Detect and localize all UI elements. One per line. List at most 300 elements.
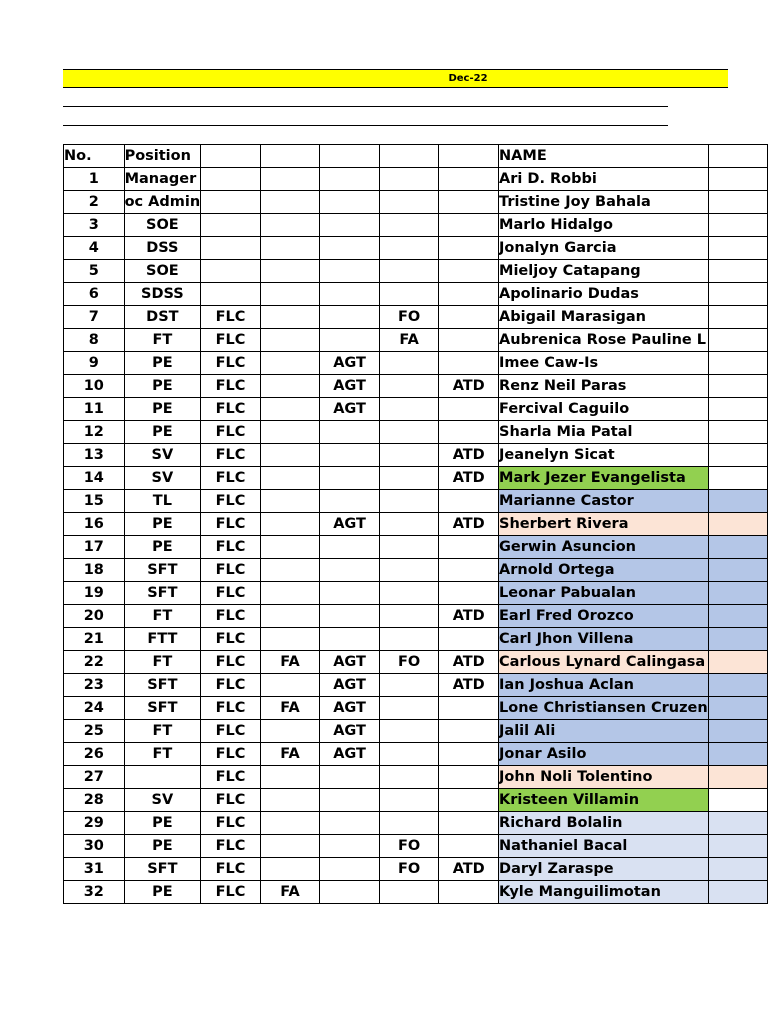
- header-ext-cell: [708, 145, 767, 168]
- cell-code-e[interactable]: [439, 720, 499, 743]
- cell-code-e[interactable]: [439, 168, 499, 191]
- cell-code-a[interactable]: FLC: [201, 835, 261, 858]
- table-row: [64, 536, 768, 559]
- cell-position[interactable]: [124, 766, 201, 789]
- cell-code-b[interactable]: [260, 398, 319, 421]
- cell-name[interactable]: John Noli Tolentino: [499, 766, 709, 789]
- highlight-extension: [708, 421, 767, 444]
- cell-no[interactable]: 14: [64, 467, 125, 490]
- cell-name[interactable]: Leonar Pabualan: [499, 582, 709, 605]
- cell-code-b[interactable]: [260, 467, 319, 490]
- cell-code-a[interactable]: FLC: [201, 421, 261, 444]
- cell-name[interactable]: Abigail Marasigan: [499, 306, 709, 329]
- cell-code-e[interactable]: ATD: [439, 444, 499, 467]
- cell-no[interactable]: 19: [64, 582, 125, 605]
- cell-name[interactable]: Renz Neil Paras: [499, 375, 709, 398]
- cell-position[interactable]: SOE: [124, 260, 201, 283]
- cell-code-a[interactable]: [201, 260, 261, 283]
- cell-code-b[interactable]: [260, 237, 319, 260]
- cell-code-e[interactable]: [439, 237, 499, 260]
- highlight-extension: [708, 513, 767, 536]
- cell-position[interactable]: FT: [124, 329, 201, 352]
- cell-code-b[interactable]: [260, 628, 319, 651]
- cell-name[interactable]: Carl Jhon Villena: [499, 628, 709, 651]
- cell-code-b[interactable]: [260, 835, 319, 858]
- cell-no[interactable]: 29: [64, 812, 125, 835]
- cell-code-c[interactable]: [320, 812, 380, 835]
- cell-code-e[interactable]: [439, 559, 499, 582]
- table-row: [64, 467, 768, 490]
- cell-code-b[interactable]: [260, 214, 319, 237]
- cell-code-e[interactable]: [439, 352, 499, 375]
- cell-position[interactable]: SOE: [124, 214, 201, 237]
- cell-name[interactable]: Imee Caw-Is: [499, 352, 709, 375]
- cell-code-b[interactable]: [260, 720, 319, 743]
- cell-code-a[interactable]: FLC: [201, 513, 261, 536]
- cell-no[interactable]: 5: [64, 260, 125, 283]
- cell-code-a[interactable]: FLC: [201, 743, 261, 766]
- highlight-extension: [708, 490, 767, 513]
- cell-code-d[interactable]: [379, 697, 439, 720]
- cell-code-e[interactable]: ATD: [439, 467, 499, 490]
- cell-position[interactable]: TL: [124, 490, 201, 513]
- highlight-extension: [708, 697, 767, 720]
- cell-code-b[interactable]: [260, 329, 319, 352]
- cell-code-d[interactable]: [379, 559, 439, 582]
- cell-no[interactable]: 12: [64, 421, 125, 444]
- cell-code-c[interactable]: [320, 467, 380, 490]
- cell-no[interactable]: 13: [64, 444, 125, 467]
- cell-code-b[interactable]: [260, 513, 319, 536]
- cell-position[interactable]: oc Admin: [124, 191, 201, 214]
- cell-code-b[interactable]: FA: [260, 697, 319, 720]
- cell-code-c[interactable]: [320, 421, 380, 444]
- cell-code-e[interactable]: [439, 260, 499, 283]
- cell-name[interactable]: Gerwin Asuncion: [499, 536, 709, 559]
- cell-code-c[interactable]: [320, 559, 380, 582]
- cell-code-c[interactable]: AGT: [320, 375, 380, 398]
- cell-position[interactable]: PE: [124, 352, 201, 375]
- cell-code-a[interactable]: FLC: [201, 766, 261, 789]
- highlight-extension: [708, 766, 767, 789]
- cell-code-a[interactable]: FLC: [201, 559, 261, 582]
- cell-code-e[interactable]: [439, 697, 499, 720]
- cell-code-e[interactable]: ATD: [439, 651, 499, 674]
- highlight-extension: [708, 674, 767, 697]
- cell-code-d[interactable]: [379, 513, 439, 536]
- table-row: [64, 513, 768, 536]
- cell-position[interactable]: SFT: [124, 674, 201, 697]
- cell-no[interactable]: 6: [64, 283, 125, 306]
- cell-code-b[interactable]: [260, 490, 319, 513]
- cell-code-d[interactable]: [379, 766, 439, 789]
- cell-no[interactable]: 16: [64, 513, 125, 536]
- cell-name[interactable]: Marlo Hidalgo: [499, 214, 709, 237]
- cell-code-a[interactable]: FLC: [201, 605, 261, 628]
- cell-code-c[interactable]: AGT: [320, 513, 380, 536]
- cell-code-a[interactable]: FLC: [201, 812, 261, 835]
- cell-code-a[interactable]: FLC: [201, 352, 261, 375]
- cell-code-b[interactable]: FA: [260, 881, 319, 904]
- cell-code-a[interactable]: [201, 283, 261, 306]
- header-empty-cell[interactable]: [379, 145, 439, 168]
- cell-code-d[interactable]: [379, 237, 439, 260]
- highlight-extension: [708, 835, 767, 858]
- cell-code-e[interactable]: [439, 490, 499, 513]
- header-name[interactable]: NAME: [499, 145, 709, 168]
- cell-position[interactable]: PE: [124, 421, 201, 444]
- cell-code-b[interactable]: [260, 444, 319, 467]
- cell-code-a[interactable]: FLC: [201, 490, 261, 513]
- cell-code-d[interactable]: [379, 582, 439, 605]
- table-row: [64, 191, 768, 214]
- cell-code-a[interactable]: FLC: [201, 375, 261, 398]
- cell-position[interactable]: SFT: [124, 582, 201, 605]
- cell-code-c[interactable]: AGT: [320, 651, 380, 674]
- cell-code-b[interactable]: [260, 674, 319, 697]
- cell-code-e[interactable]: [439, 766, 499, 789]
- cell-code-e[interactable]: [439, 812, 499, 835]
- cell-no[interactable]: 21: [64, 628, 125, 651]
- cell-code-d[interactable]: FO: [379, 835, 439, 858]
- cell-position[interactable]: SFT: [124, 858, 201, 881]
- cell-code-c[interactable]: [320, 628, 380, 651]
- cell-code-d[interactable]: [379, 881, 439, 904]
- header-position[interactable]: Position: [124, 145, 201, 168]
- cell-position[interactable]: SV: [124, 789, 201, 812]
- cell-name[interactable]: Kristeen Villamin: [499, 789, 709, 812]
- cell-name[interactable]: Jonar Asilo: [499, 743, 709, 766]
- cell-code-e[interactable]: ATD: [439, 858, 499, 881]
- highlight-extension: [708, 881, 767, 904]
- cell-code-e[interactable]: [439, 191, 499, 214]
- cell-code-c[interactable]: AGT: [320, 352, 380, 375]
- cell-position[interactable]: SV: [124, 444, 201, 467]
- cell-position[interactable]: SDSS: [124, 283, 201, 306]
- highlight-extension: [708, 398, 767, 421]
- cell-code-c[interactable]: [320, 191, 380, 214]
- cell-position[interactable]: SFT: [124, 697, 201, 720]
- cell-code-b[interactable]: [260, 191, 319, 214]
- cell-code-c[interactable]: [320, 881, 380, 904]
- table-row: [64, 375, 768, 398]
- cell-name[interactable]: Jeanelyn Sicat: [499, 444, 709, 467]
- highlight-extension: [708, 743, 767, 766]
- cell-code-e[interactable]: [439, 283, 499, 306]
- header-empty-cell[interactable]: [201, 145, 261, 168]
- cell-no[interactable]: 23: [64, 674, 125, 697]
- highlight-extension: [708, 329, 767, 352]
- cell-code-a[interactable]: FLC: [201, 306, 261, 329]
- cell-name[interactable]: Mieljoy Catapang: [499, 260, 709, 283]
- cell-code-d[interactable]: FA: [379, 329, 439, 352]
- header-empty-cell[interactable]: [260, 145, 319, 168]
- cell-no[interactable]: 32: [64, 881, 125, 904]
- cell-name[interactable]: Earl Fred Orozco: [499, 605, 709, 628]
- cell-code-a[interactable]: FLC: [201, 467, 261, 490]
- cell-name[interactable]: Kyle Manguilimotan: [499, 881, 709, 904]
- cell-code-c[interactable]: [320, 329, 380, 352]
- cell-code-b[interactable]: [260, 559, 319, 582]
- cell-code-a[interactable]: FLC: [201, 398, 261, 421]
- header-no[interactable]: No.: [64, 145, 125, 168]
- cell-name[interactable]: Daryl Zaraspe: [499, 858, 709, 881]
- cell-code-d[interactable]: [379, 191, 439, 214]
- cell-code-a[interactable]: FLC: [201, 329, 261, 352]
- cell-code-e[interactable]: [439, 214, 499, 237]
- cell-name[interactable]: Sharla Mia Patal: [499, 421, 709, 444]
- cell-no[interactable]: 28: [64, 789, 125, 812]
- cell-code-a[interactable]: FLC: [201, 444, 261, 467]
- cell-position[interactable]: Manager: [124, 168, 201, 191]
- cell-code-c[interactable]: [320, 835, 380, 858]
- highlight-extension: [708, 651, 767, 674]
- cell-name[interactable]: Lone Christiansen Cruzen: [499, 697, 709, 720]
- cell-code-a[interactable]: FLC: [201, 651, 261, 674]
- cell-code-e[interactable]: ATD: [439, 375, 499, 398]
- cell-name[interactable]: Jonalyn Garcia: [499, 237, 709, 260]
- cell-position[interactable]: PE: [124, 398, 201, 421]
- cell-code-c[interactable]: [320, 766, 380, 789]
- cell-code-c[interactable]: AGT: [320, 674, 380, 697]
- cell-no[interactable]: 10: [64, 375, 125, 398]
- cell-code-d[interactable]: [379, 789, 439, 812]
- cell-code-d[interactable]: FO: [379, 651, 439, 674]
- cell-position[interactable]: PE: [124, 881, 201, 904]
- cell-code-a[interactable]: FLC: [201, 582, 261, 605]
- cell-code-d[interactable]: [379, 283, 439, 306]
- table-row: [64, 789, 768, 812]
- cell-code-e[interactable]: [439, 743, 499, 766]
- table-row: [64, 398, 768, 421]
- cell-code-b[interactable]: [260, 858, 319, 881]
- cell-code-e[interactable]: [439, 398, 499, 421]
- highlight-extension: [708, 283, 767, 306]
- cell-code-e[interactable]: ATD: [439, 674, 499, 697]
- cell-code-d[interactable]: [379, 743, 439, 766]
- cell-code-a[interactable]: [201, 214, 261, 237]
- cell-code-e[interactable]: [439, 582, 499, 605]
- cell-code-d[interactable]: [379, 605, 439, 628]
- cell-no[interactable]: 2: [64, 191, 125, 214]
- cell-no[interactable]: 22: [64, 651, 125, 674]
- cell-position[interactable]: PE: [124, 513, 201, 536]
- cell-code-b[interactable]: [260, 421, 319, 444]
- cell-code-d[interactable]: [379, 421, 439, 444]
- cell-position[interactable]: PE: [124, 812, 201, 835]
- cell-code-d[interactable]: [379, 260, 439, 283]
- cell-code-e[interactable]: [439, 421, 499, 444]
- table-row: [64, 421, 768, 444]
- cell-code-a[interactable]: FLC: [201, 536, 261, 559]
- cell-code-e[interactable]: ATD: [439, 605, 499, 628]
- cell-no[interactable]: 27: [64, 766, 125, 789]
- cell-position[interactable]: FTT: [124, 628, 201, 651]
- cell-no[interactable]: 3: [64, 214, 125, 237]
- cell-no[interactable]: 4: [64, 237, 125, 260]
- cell-code-d[interactable]: [379, 812, 439, 835]
- cell-code-d[interactable]: [379, 674, 439, 697]
- cell-code-c[interactable]: [320, 237, 380, 260]
- table-row: [64, 651, 768, 674]
- table-row: [64, 858, 768, 881]
- cell-code-d[interactable]: [379, 398, 439, 421]
- header-empty-cell[interactable]: [439, 145, 499, 168]
- table-row: [64, 582, 768, 605]
- table-row: [64, 720, 768, 743]
- cell-code-d[interactable]: [379, 467, 439, 490]
- cell-code-a[interactable]: FLC: [201, 674, 261, 697]
- cell-code-d[interactable]: [379, 628, 439, 651]
- cell-no[interactable]: 26: [64, 743, 125, 766]
- cell-no[interactable]: 1: [64, 168, 125, 191]
- cell-position[interactable]: FT: [124, 743, 201, 766]
- table-row: [64, 674, 768, 697]
- cell-code-a[interactable]: FLC: [201, 789, 261, 812]
- cell-name[interactable]: Sherbert Rivera: [499, 513, 709, 536]
- cell-no[interactable]: 18: [64, 559, 125, 582]
- cell-code-b[interactable]: [260, 168, 319, 191]
- cell-code-d[interactable]: FO: [379, 306, 439, 329]
- cell-code-c[interactable]: [320, 260, 380, 283]
- cell-code-b[interactable]: [260, 375, 319, 398]
- cell-code-d[interactable]: [379, 214, 439, 237]
- cell-code-b[interactable]: [260, 812, 319, 835]
- cell-name[interactable]: Mark Jezer Evangelista: [499, 467, 709, 490]
- cell-code-c[interactable]: AGT: [320, 720, 380, 743]
- cell-code-e[interactable]: [439, 306, 499, 329]
- cell-name[interactable]: Marianne Castor: [499, 490, 709, 513]
- cell-position[interactable]: PE: [124, 835, 201, 858]
- cell-code-c[interactable]: [320, 306, 380, 329]
- cell-code-e[interactable]: ATD: [439, 513, 499, 536]
- cell-no[interactable]: 17: [64, 536, 125, 559]
- cell-code-b[interactable]: [260, 306, 319, 329]
- cell-code-d[interactable]: [379, 352, 439, 375]
- table-row: [64, 766, 768, 789]
- cell-name[interactable]: Ian Joshua Aclan: [499, 674, 709, 697]
- cell-name[interactable]: Richard Bolalin: [499, 812, 709, 835]
- cell-name[interactable]: Jalil Ali: [499, 720, 709, 743]
- cell-name[interactable]: Ari D. Robbi: [499, 168, 709, 191]
- cell-code-e[interactable]: [439, 881, 499, 904]
- cell-code-b[interactable]: [260, 605, 319, 628]
- cell-code-a[interactable]: FLC: [201, 881, 261, 904]
- cell-code-e[interactable]: [439, 329, 499, 352]
- cell-code-a[interactable]: FLC: [201, 628, 261, 651]
- cell-position[interactable]: FT: [124, 605, 201, 628]
- cell-name[interactable]: Carlous Lynard Calingasa: [499, 651, 709, 674]
- cell-position[interactable]: FT: [124, 720, 201, 743]
- cell-code-d[interactable]: [379, 536, 439, 559]
- cell-position[interactable]: PE: [124, 536, 201, 559]
- cell-code-b[interactable]: [260, 260, 319, 283]
- cell-code-c[interactable]: [320, 283, 380, 306]
- cell-code-d[interactable]: FO: [379, 858, 439, 881]
- cell-code-b[interactable]: [260, 352, 319, 375]
- cell-code-c[interactable]: AGT: [320, 743, 380, 766]
- cell-code-b[interactable]: FA: [260, 743, 319, 766]
- cell-code-c[interactable]: [320, 536, 380, 559]
- cell-no[interactable]: 7: [64, 306, 125, 329]
- cell-code-e[interactable]: [439, 835, 499, 858]
- highlight-extension: [708, 467, 767, 490]
- cell-no[interactable]: 15: [64, 490, 125, 513]
- cell-code-b[interactable]: [260, 766, 319, 789]
- cell-code-d[interactable]: [379, 444, 439, 467]
- cell-code-c[interactable]: [320, 444, 380, 467]
- cell-code-a[interactable]: FLC: [201, 697, 261, 720]
- highlight-extension: [708, 168, 767, 191]
- cell-no[interactable]: 20: [64, 605, 125, 628]
- cell-position[interactable]: FT: [124, 651, 201, 674]
- cell-code-d[interactable]: [379, 168, 439, 191]
- cell-no[interactable]: 24: [64, 697, 125, 720]
- cell-code-c[interactable]: [320, 490, 380, 513]
- highlight-extension: [708, 582, 767, 605]
- cell-code-a[interactable]: FLC: [201, 858, 261, 881]
- cell-name[interactable]: Nathaniel Bacal: [499, 835, 709, 858]
- cell-name[interactable]: Arnold Ortega: [499, 559, 709, 582]
- cell-code-c[interactable]: AGT: [320, 398, 380, 421]
- cell-name[interactable]: Fercival Caguilo: [499, 398, 709, 421]
- cell-no[interactable]: 9: [64, 352, 125, 375]
- cell-code-d[interactable]: [379, 720, 439, 743]
- table-row: [64, 260, 768, 283]
- cell-code-d[interactable]: [379, 375, 439, 398]
- cell-code-d[interactable]: [379, 490, 439, 513]
- cell-no[interactable]: 30: [64, 835, 125, 858]
- cell-name[interactable]: Tristine Joy Bahala: [499, 191, 709, 214]
- cell-no[interactable]: 11: [64, 398, 125, 421]
- cell-code-a[interactable]: FLC: [201, 720, 261, 743]
- cell-no[interactable]: 31: [64, 858, 125, 881]
- cell-code-b[interactable]: [260, 789, 319, 812]
- cell-code-e[interactable]: [439, 789, 499, 812]
- cell-code-c[interactable]: [320, 582, 380, 605]
- cell-position[interactable]: SFT: [124, 559, 201, 582]
- highlight-extension: [708, 375, 767, 398]
- cell-no[interactable]: 25: [64, 720, 125, 743]
- cell-code-c[interactable]: [320, 789, 380, 812]
- cell-position[interactable]: DST: [124, 306, 201, 329]
- cell-code-b[interactable]: FA: [260, 651, 319, 674]
- cell-code-a[interactable]: [201, 237, 261, 260]
- highlight-extension: [708, 214, 767, 237]
- cell-code-e[interactable]: [439, 628, 499, 651]
- cell-position[interactable]: SV: [124, 467, 201, 490]
- cell-code-c[interactable]: [320, 858, 380, 881]
- cell-code-c[interactable]: [320, 168, 380, 191]
- cell-code-a[interactable]: [201, 168, 261, 191]
- cell-position[interactable]: PE: [124, 375, 201, 398]
- header-empty-cell[interactable]: [320, 145, 380, 168]
- cell-name[interactable]: Aubrenica Rose Pauline L: [499, 329, 709, 352]
- cell-position[interactable]: DSS: [124, 237, 201, 260]
- cell-code-b[interactable]: [260, 283, 319, 306]
- cell-name[interactable]: Apolinario Dudas: [499, 283, 709, 306]
- cell-code-c[interactable]: AGT: [320, 697, 380, 720]
- highlight-extension: [708, 812, 767, 835]
- cell-no[interactable]: 8: [64, 329, 125, 352]
- table-row: [64, 214, 768, 237]
- cell-code-e[interactable]: [439, 536, 499, 559]
- cell-code-c[interactable]: [320, 605, 380, 628]
- cell-code-b[interactable]: [260, 582, 319, 605]
- cell-code-c[interactable]: [320, 214, 380, 237]
- cell-code-a[interactable]: [201, 191, 261, 214]
- cell-code-b[interactable]: [260, 536, 319, 559]
